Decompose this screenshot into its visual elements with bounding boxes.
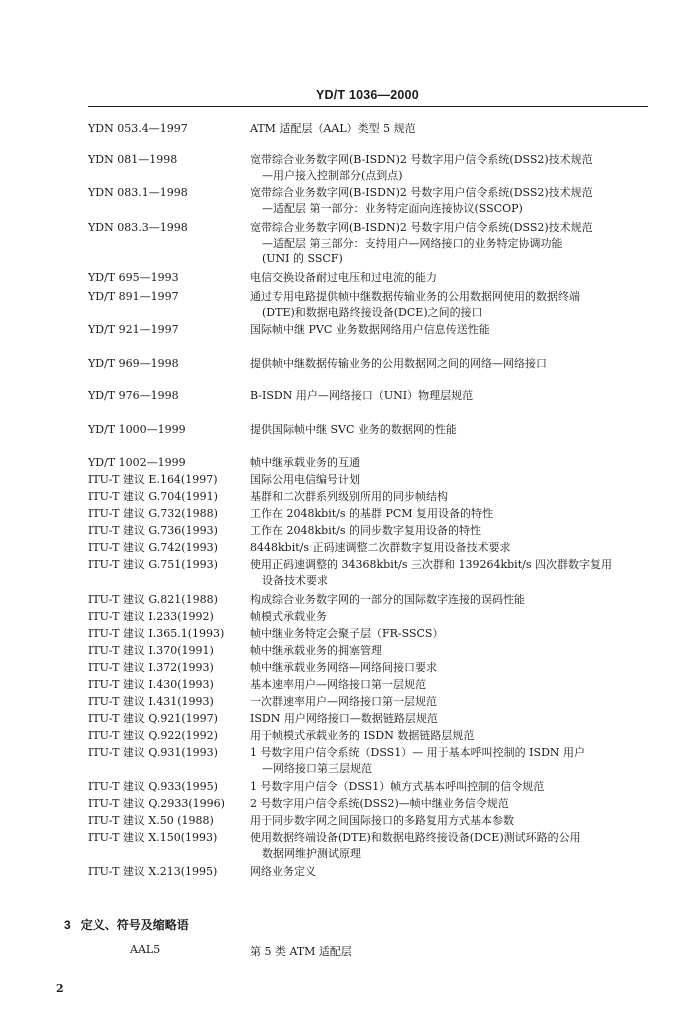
reference-code: YD/T 891—1997: [88, 290, 179, 303]
reference-title: [250, 506, 648, 522]
page-header: YD/T 1036—2000: [316, 88, 419, 102]
reference-title: [250, 356, 648, 372]
reference-title-line: —用户接入控制部分(点到点): [262, 168, 403, 182]
section-heading: [64, 916, 189, 933]
reference-code: ITU-T 建议 Q.933(1995): [88, 780, 218, 793]
reference-title-line: 构成综合业务数字网的一部分的国际数字连接的误码性能: [250, 593, 525, 606]
reference-title: [250, 557, 648, 588]
reference-title-line: 帧中继承载业务的拥塞管理: [250, 644, 382, 657]
reference-title-line: (UNI 的 SSCF): [262, 252, 343, 265]
reference-code: ITU-T 建议 X.150(1993): [88, 831, 218, 844]
reference-title: [250, 677, 648, 693]
reference-code: ITU-T 建议 X.50 (1988): [88, 814, 214, 827]
reference-title: [250, 220, 648, 267]
reference-title-line: 帧中继业务特定会聚子层（FR-SSCS）: [250, 627, 444, 640]
reference-code: ITU-T 建议 G.751(1993): [88, 558, 218, 571]
reference-title: [250, 289, 648, 320]
reference-title-line: 宽带综合业务数字网(B-ISDN)2 号数字用户信令系统(DSS2)技术规范: [250, 186, 593, 199]
header-rule: [88, 106, 648, 107]
reference-code: ITU-T 建议 I.233(1992): [88, 610, 214, 623]
reference-title-line: 一次群速率用户—网络接口第一层规范: [250, 695, 437, 708]
reference-title: [250, 745, 648, 776]
reference-title: [250, 540, 648, 556]
reference-title-line: 使用正码速调整的 34368kbit/s 三次群和 139264kbit/s 四次群数字复用: [250, 558, 612, 571]
reference-code: ITU-T 建议 G.704(1991): [88, 490, 218, 503]
reference-code: ITU-T 建议 I.372(1993): [88, 661, 214, 674]
reference-code: YDN 083.3—1998: [88, 221, 188, 234]
reference-title-line: 国际帧中继 PVC 业务数据网络用户信息传送性能: [250, 323, 490, 336]
reference-title-line: 设备技术要求: [262, 573, 328, 587]
reference-title-line: 通过专用电路提供帧中继数据传输业务的公用数据网使用的数据终端: [250, 290, 580, 303]
reference-title-line: 用于同步数字网之间国际接口的多路复用方式基本参数: [250, 814, 514, 827]
page-number: 2: [56, 982, 64, 995]
reference-title-line: 2 号数字用户信令系统(DSS2)—帧中继业务信令规范: [250, 797, 509, 810]
reference-code: YD/T 969—1998: [88, 357, 179, 370]
reference-title-line: 1 号数字用户信令（DSS1）帧方式基本呼叫控制的信令规范: [250, 780, 545, 793]
reference-title-line: 数据网维护测试原理: [262, 846, 361, 860]
reference-code: YD/T 976—1998: [88, 389, 179, 402]
section-title: 定义、符号及缩略语: [80, 918, 189, 932]
reference-title: [250, 711, 648, 727]
reference-title-line: 基群和二次群系列级别所用的同步帧结构: [250, 490, 448, 503]
reference-title: [250, 626, 648, 642]
reference-title-line: ATM 适配层（AAL）类型 5 规范: [250, 122, 416, 135]
reference-title-line: 帧模式承载业务: [250, 610, 327, 623]
reference-title-line: 基本速率用户—网络接口第一层规范: [250, 678, 426, 691]
reference-code: ITU-T 建议 X.213(1995): [88, 865, 218, 878]
reference-title: [250, 388, 648, 404]
reference-title-line: 使用数据终端设备(DTE)和数据电路终接设备(DCE)测试环路的公用: [250, 831, 581, 844]
reference-title: [250, 643, 648, 659]
reference-title: [250, 728, 648, 744]
reference-code: ITU-T 建议 I.430(1993): [88, 678, 214, 691]
reference-title: [250, 270, 648, 286]
reference-code: YDN 081—1998: [88, 153, 178, 166]
reference-title: [250, 152, 648, 183]
reference-title-line: 1 号数字用户信令系统（DSS1）— 用于基本呼叫控制的 ISDN 用户: [250, 746, 586, 759]
reference-code: YDN 083.1—1998: [88, 186, 188, 199]
reference-code: YD/T 921—1997: [88, 323, 179, 336]
reference-title-line: 网络业务定义: [250, 865, 316, 878]
reference-title: [250, 813, 648, 829]
reference-title-line: 帧中继承载业务的互通: [250, 456, 360, 469]
reference-code: ITU-T 建议 G.732(1988): [88, 507, 218, 520]
reference-title: [250, 796, 648, 812]
reference-title: [250, 523, 648, 539]
reference-title-line: 宽带综合业务数字网(B-ISDN)2 号数字用户信令系统(DSS2)技术规范: [250, 153, 593, 166]
reference-title-line: 8448kbit/s 正码速调整二次群数字复用设备技术要求: [250, 541, 511, 554]
reference-code: YD/T 695—1993: [88, 271, 179, 284]
reference-title-line: 电信交换设备耐过电压和过电流的能力: [250, 271, 437, 284]
reference-title-line: —适配层 第一部分：业务特定面向连接协议(SSCOP): [262, 201, 523, 215]
reference-title-line: 宽带综合业务数字网(B-ISDN)2 号数字用户信令系统(DSS2)技术规范: [250, 221, 593, 234]
reference-code: ITU-T 建议 G.742(1993): [88, 541, 218, 554]
reference-code: ITU-T 建议 Q.921(1997): [88, 712, 218, 725]
reference-title: [250, 455, 648, 471]
reference-title: [250, 422, 648, 438]
reference-title-line: (DTE)和数据电路终接设备(DCE)之间的接口: [262, 305, 483, 319]
reference-title-line: 提供国际帧中继 SVC 业务的数据网的性能: [250, 423, 457, 436]
abbreviation-definition: 第 5 类 ATM 适配层: [250, 945, 352, 958]
reference-title-line: 帧中继承载业务网络—网络间接口要求: [250, 661, 437, 674]
reference-code: ITU-T 建议 E.164(1997): [88, 473, 218, 486]
reference-title-line: 工作在 2048kbit/s 的同步数字复用设备的特性: [250, 524, 481, 537]
reference-title: [250, 660, 648, 676]
reference-title: [250, 592, 648, 608]
reference-title-line: —网络接口第三层规范: [262, 761, 372, 775]
reference-title: [250, 489, 648, 505]
reference-code: YD/T 1000—1999: [88, 423, 186, 436]
reference-title: [250, 322, 648, 338]
reference-title: [250, 864, 648, 880]
reference-code: ITU-T 建议 I.431(1993): [88, 695, 214, 708]
reference-title-line: ISDN 用户网络接口—数据链路层规范: [250, 712, 438, 725]
reference-title-line: 提供帧中继数据传输业务的公用数据网之间的网络—网络接口: [250, 357, 547, 370]
reference-title-line: —适配层 第三部分：支持用户—网络接口的业务特定协调功能: [262, 236, 563, 250]
reference-code: ITU-T 建议 I.365.1(1993): [88, 627, 225, 640]
reference-title: [250, 694, 648, 710]
reference-code: ITU-T 建议 I.370(1991): [88, 644, 214, 657]
reference-title: [250, 185, 648, 216]
reference-code: ITU-T 建议 G.736(1993): [88, 524, 218, 537]
reference-title: [250, 830, 648, 861]
reference-title-line: 国际公用电信编号计划: [250, 473, 360, 486]
abbreviation-term: AAL5: [130, 943, 161, 956]
reference-title-line: 工作在 2048kbit/s 的基群 PCM 复用设备的特性: [250, 507, 494, 520]
reference-title-line: B-ISDN 用户—网络接口（UNI）物理层规范: [250, 389, 474, 402]
reference-code: ITU-T 建议 Q.931(1993): [88, 746, 218, 759]
reference-code: ITU-T 建议 Q.922(1992): [88, 729, 218, 742]
reference-title: [250, 121, 648, 137]
reference-title: [250, 472, 648, 488]
reference-code: ITU-T 建议 G.821(1988): [88, 593, 218, 606]
reference-code: ITU-T 建议 Q.2933(1996): [88, 797, 225, 810]
section-number: 3: [64, 918, 71, 932]
reference-title: [250, 609, 648, 625]
reference-code: YDN 053.4—1997: [88, 122, 188, 135]
reference-title: [250, 779, 648, 795]
reference-title-line: 用于帧模式承载业务的 ISDN 数据链路层规范: [250, 729, 475, 742]
reference-code: YD/T 1002—1999: [88, 456, 186, 469]
